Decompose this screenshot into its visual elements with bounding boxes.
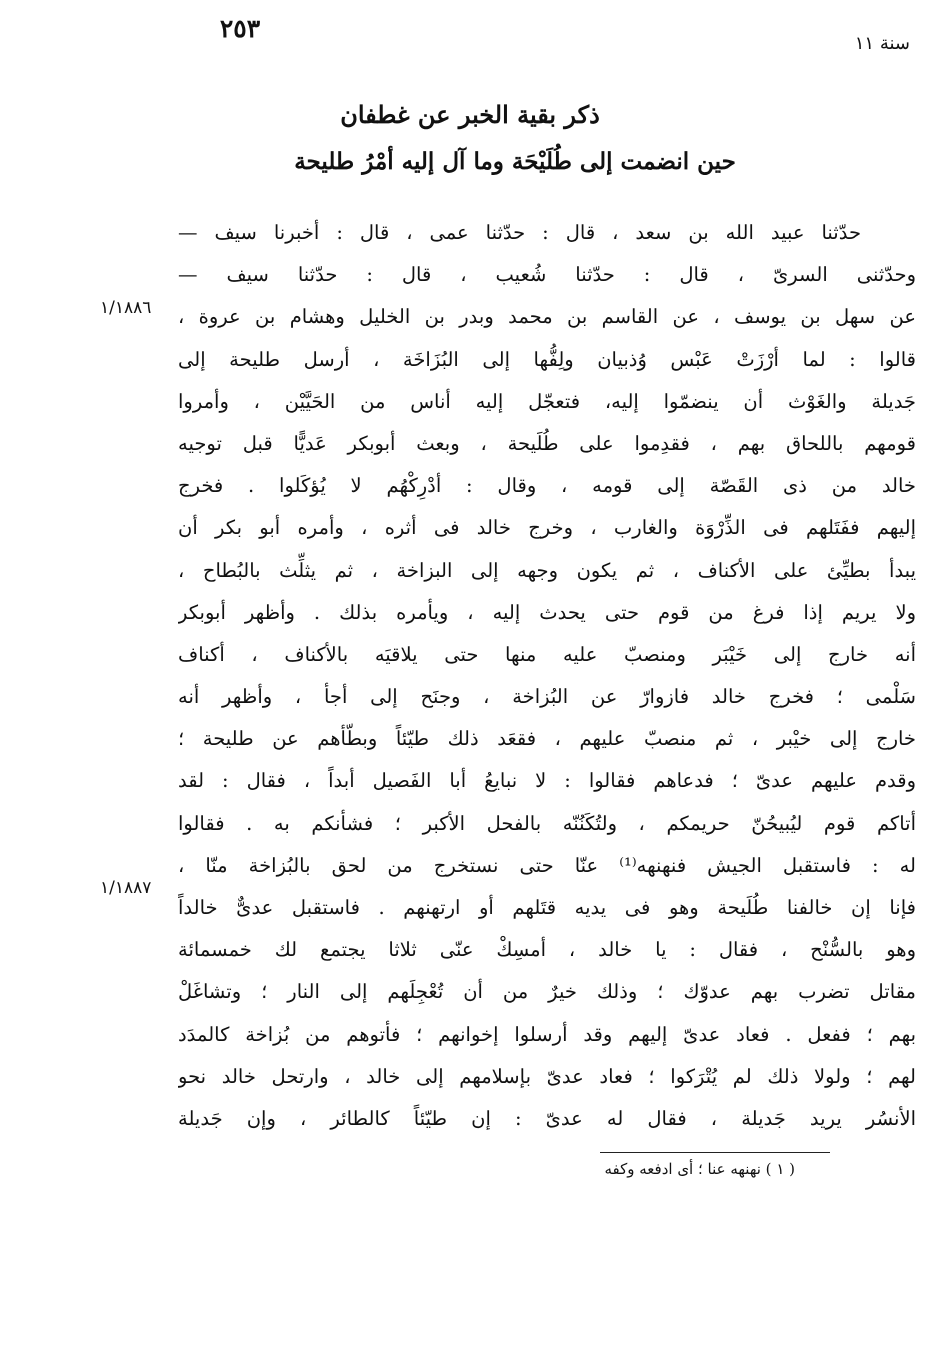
margin-reference: ١/١٨٨٦ bbox=[100, 298, 152, 318]
text-line: جَديلة والغَوْث أن ينضمّوا إليه، فتعجّل إليه أناس من الحَيَّيْن ، وأمروا bbox=[178, 389, 916, 413]
page-number: ٢٥٣ bbox=[219, 14, 261, 43]
running-header-year: سنة ١١ bbox=[854, 33, 910, 54]
text-line: حدّثنا عبيد الله بن سعد ، قال : حدّثنا عمى ، قال : أخبرنا سيف — bbox=[178, 221, 861, 244]
text-line: خالد من ذى القَصّة إلى قومه ، وقال : أدْرِكْهُم لا يُؤكَلوا . فخرج bbox=[178, 474, 916, 498]
text-line: ولا يريم إذا فرغ من قوم حتى يحدث إليه ، ويأمره بذلك . وأظهر أبوبكر bbox=[178, 600, 916, 624]
text-line: لهم ؛ ولولا ذلك لم يُتْرَكوا ؛ فعاد عدىّ بإسلامهم إلى خالد ، وارتحل خالد نحو bbox=[178, 1064, 916, 1088]
footnote: ( ١ ) نهنهه عنا ؛ أى ادفعه وكفه bbox=[604, 1160, 795, 1178]
margin-reference: ١/١٨٨٧ bbox=[100, 878, 152, 898]
text-line: قالوا : لما أرْزَتْ عَبْس وُذبيان ولِفُّها إلى البُزَاخَة ، أرسل طليحة إلى bbox=[178, 347, 916, 371]
text-line: إليهم ففَتَلهم فى الذِّرْوَة والغارب ، وخرج خالد فى أثره ، وأمره أبو بكر أن bbox=[178, 516, 916, 540]
section-title: ذكر بقية الخبر عن غطفان bbox=[340, 100, 600, 129]
text-line: له : فاستقبل الجيش فنهنهه⁽¹⁾ عنّا حتى نستخرج من لحق بالبُزاخة منّا ، bbox=[178, 853, 916, 877]
body-text bbox=[178, 212, 916, 1140]
footnote-divider bbox=[600, 1152, 830, 1153]
section-subtitle: حين انضمت إلى طُلَيْحَة وما آل إليه أمْرُ طليحة bbox=[294, 148, 736, 175]
text-line: وقدم عليهم عدىّ ؛ فدعاهم فقالوا : لا نبايعُ أبا الفَصيل أبداً ، فقال : لقد bbox=[178, 769, 916, 793]
text-line: بهم ؛ ففعل . فعاد عدىّ إليهم وقد أرسلوا إخوانهم ؛ فأتوهم من بُزاخة كالمدَد bbox=[178, 1022, 916, 1046]
text-line: قومهم باللحاق بهم ، فقدِموا على طُلَيحة ، وبعث أبوبكر عَديًّا قبل توجيه bbox=[178, 431, 916, 455]
text-line: أتاكم قوم ليُبيحُنّ حريمكم ، ولتُكَنُنّه بالفحل الأكبر ؛ فشأنكم به . فقالوا bbox=[178, 811, 916, 835]
text-line: الأنسُر يريد جَديلة ، فقال له عدىّ : إن طيّئاً كالطائر ، وإن جَديلة bbox=[178, 1106, 916, 1130]
text-line: مقاتل تضرب بهم عدوّك ؛ وذلك خيرٌ من أن تُعْجِلَهم إلى النار ؛ وتشاغَلْ bbox=[178, 980, 916, 1004]
text-line: أنه خارج إلى خَيْبَر ومنصبّ عليه منها حتى يلاقيَه بالأكناف ، أكناف bbox=[178, 642, 916, 666]
text-line: وحدّثنى السرىّ ، قال : حدّثنا شُعيب ، قال : حدّثنا سيف — bbox=[178, 263, 916, 287]
text-line: سَلْمى ؛ فخرج خالد فازوارّ عن البُزاخة ، وجنَح إلى أجأ ، وأظهر أنه bbox=[178, 685, 916, 709]
text-line: وهو بالسُّنْح ، فقال : يا خالد ، أمسِكْ عنّى ثلاثا يجتمع لك خمسمائة bbox=[178, 938, 916, 962]
text-line: فإنا إن خالفنا طُلَيحة وهو فى يديه قتَلهم أو ارتهنهم . فاستقبل عدىٌّ خالداً bbox=[178, 896, 916, 919]
text-line: يبدأ بطيِّئ على الأكناف ، ثم يكون وجهه إلى البزاخة ، ثم يثلِّث بالبُطاح ، bbox=[178, 558, 916, 582]
text-line: عن سهل بن يوسف ، عن القاسم بن محمد وبدر بن الخليل وهشام بن عروة ، bbox=[178, 305, 916, 329]
text-line: خارج إلى خيْبر ، ثم منصبّ عليهم ، فقعَد ذلك طيّئاً وبطّأهم عن طليحة ؛ bbox=[178, 727, 916, 751]
